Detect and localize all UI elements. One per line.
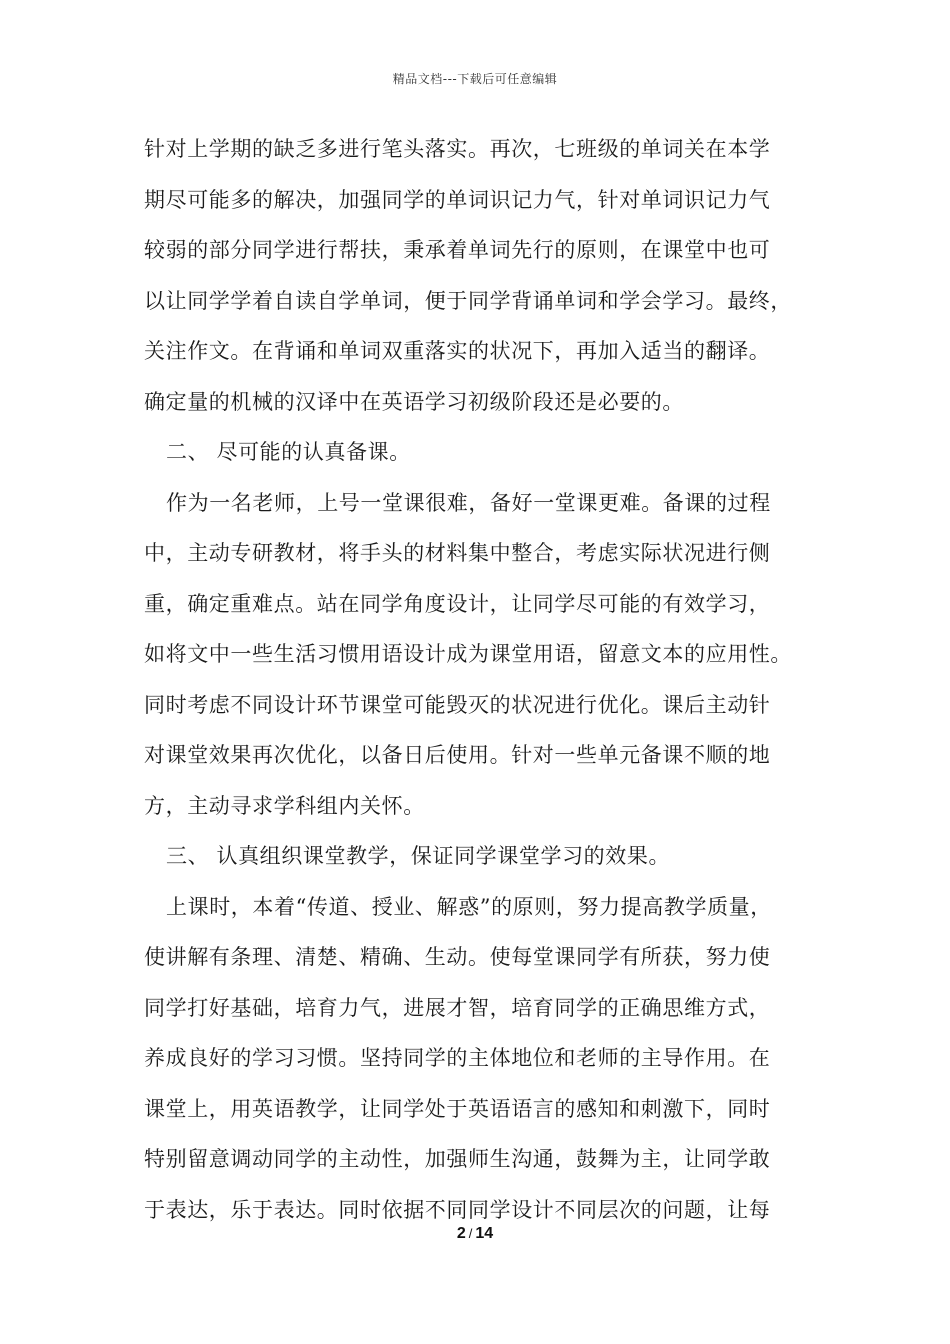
text-line: 方，主动寻求学科组内关怀。 [144, 793, 425, 818]
page-number [0, 1225, 950, 1243]
text-line: 确定量的机械的汉译中在英语学习初级阶段还是必要的。 [144, 389, 684, 414]
text-line: 同学打好基础，培育力气，进展才智，培育同学的正确思维方式， [144, 995, 771, 1020]
page-header: 精品文档---下载后可任意编辑 [392, 72, 558, 86]
text-line: 关注作文。在背诵和单词双重落实的状况下，再加入适当的翻译。 [144, 339, 771, 363]
current-page: 2 [456, 1225, 466, 1242]
text-line: 对课堂效果再次优化，以备日后使用。针对一些单元备课不顺的地 [144, 743, 771, 767]
text-line: 重，确定重难点。站在同学角度设计，让同学尽可能的有效学习， [144, 591, 771, 616]
section-heading: 三、 认真组织课堂教学，保证同学课堂学习的效果。 [166, 844, 671, 868]
section-heading: 二、 尽可能的认真备课。 [166, 440, 411, 464]
text-line: 中，主动专研教材，将手头的材料集中整合，考虑实际状况进行侧 [144, 541, 771, 565]
text-line: 针对上学期的缺乏多进行笔头落实。再次，七班级的单词关在本学 [144, 137, 771, 161]
text-line: 使讲解有条理、清楚、精确、生动。使每堂课同学有所获，努力使 [144, 945, 771, 969]
text-line: 如将文中一些生活习惯用语设计成为课堂用语，留意文本的应用性。 [144, 642, 792, 666]
text-line: 同时考虑不同设计环节课堂可能毁灭的状况进行优化。课后主动针 [144, 692, 771, 717]
text-line: 期尽可能多的解决，加强同学的单词识记力气，针对单词识记力气 [144, 187, 771, 212]
text-line: 于表达，乐于表达。同时依据不同同学设计不同层次的问题，让每 [144, 1197, 771, 1222]
total-pages: 14 [475, 1225, 494, 1242]
text-line: 特别留意调动同学的主动性，加强师生沟通，鼓舞为主，让同学敢 [144, 1147, 771, 1171]
paragraph-first-line: 作为一名老师，上号一堂课很难，备好一堂课更难。备课的过程 [166, 490, 771, 515]
paragraph-first-line: 上课时，本着“传道、授业、解惑”的原则，努力提高教学质量， [166, 894, 772, 919]
text-line: 较弱的部分同学进行帮扶，秉承着单词先行的原则，在课堂中也可 [144, 238, 771, 262]
page-separator: / [468, 1226, 473, 1241]
document-body [144, 124, 834, 1235]
text-line: 课堂上，用英语教学，让同学处于英语语言的感知和刺激下，同时 [144, 1096, 771, 1121]
text-line: 以让同学学着自读自学单词，便于同学背诵单词和学会学习。最终， [144, 288, 792, 313]
text-line: 养成良好的学习习惯。坚持同学的主体地位和老师的主导作用。在 [144, 1046, 771, 1070]
